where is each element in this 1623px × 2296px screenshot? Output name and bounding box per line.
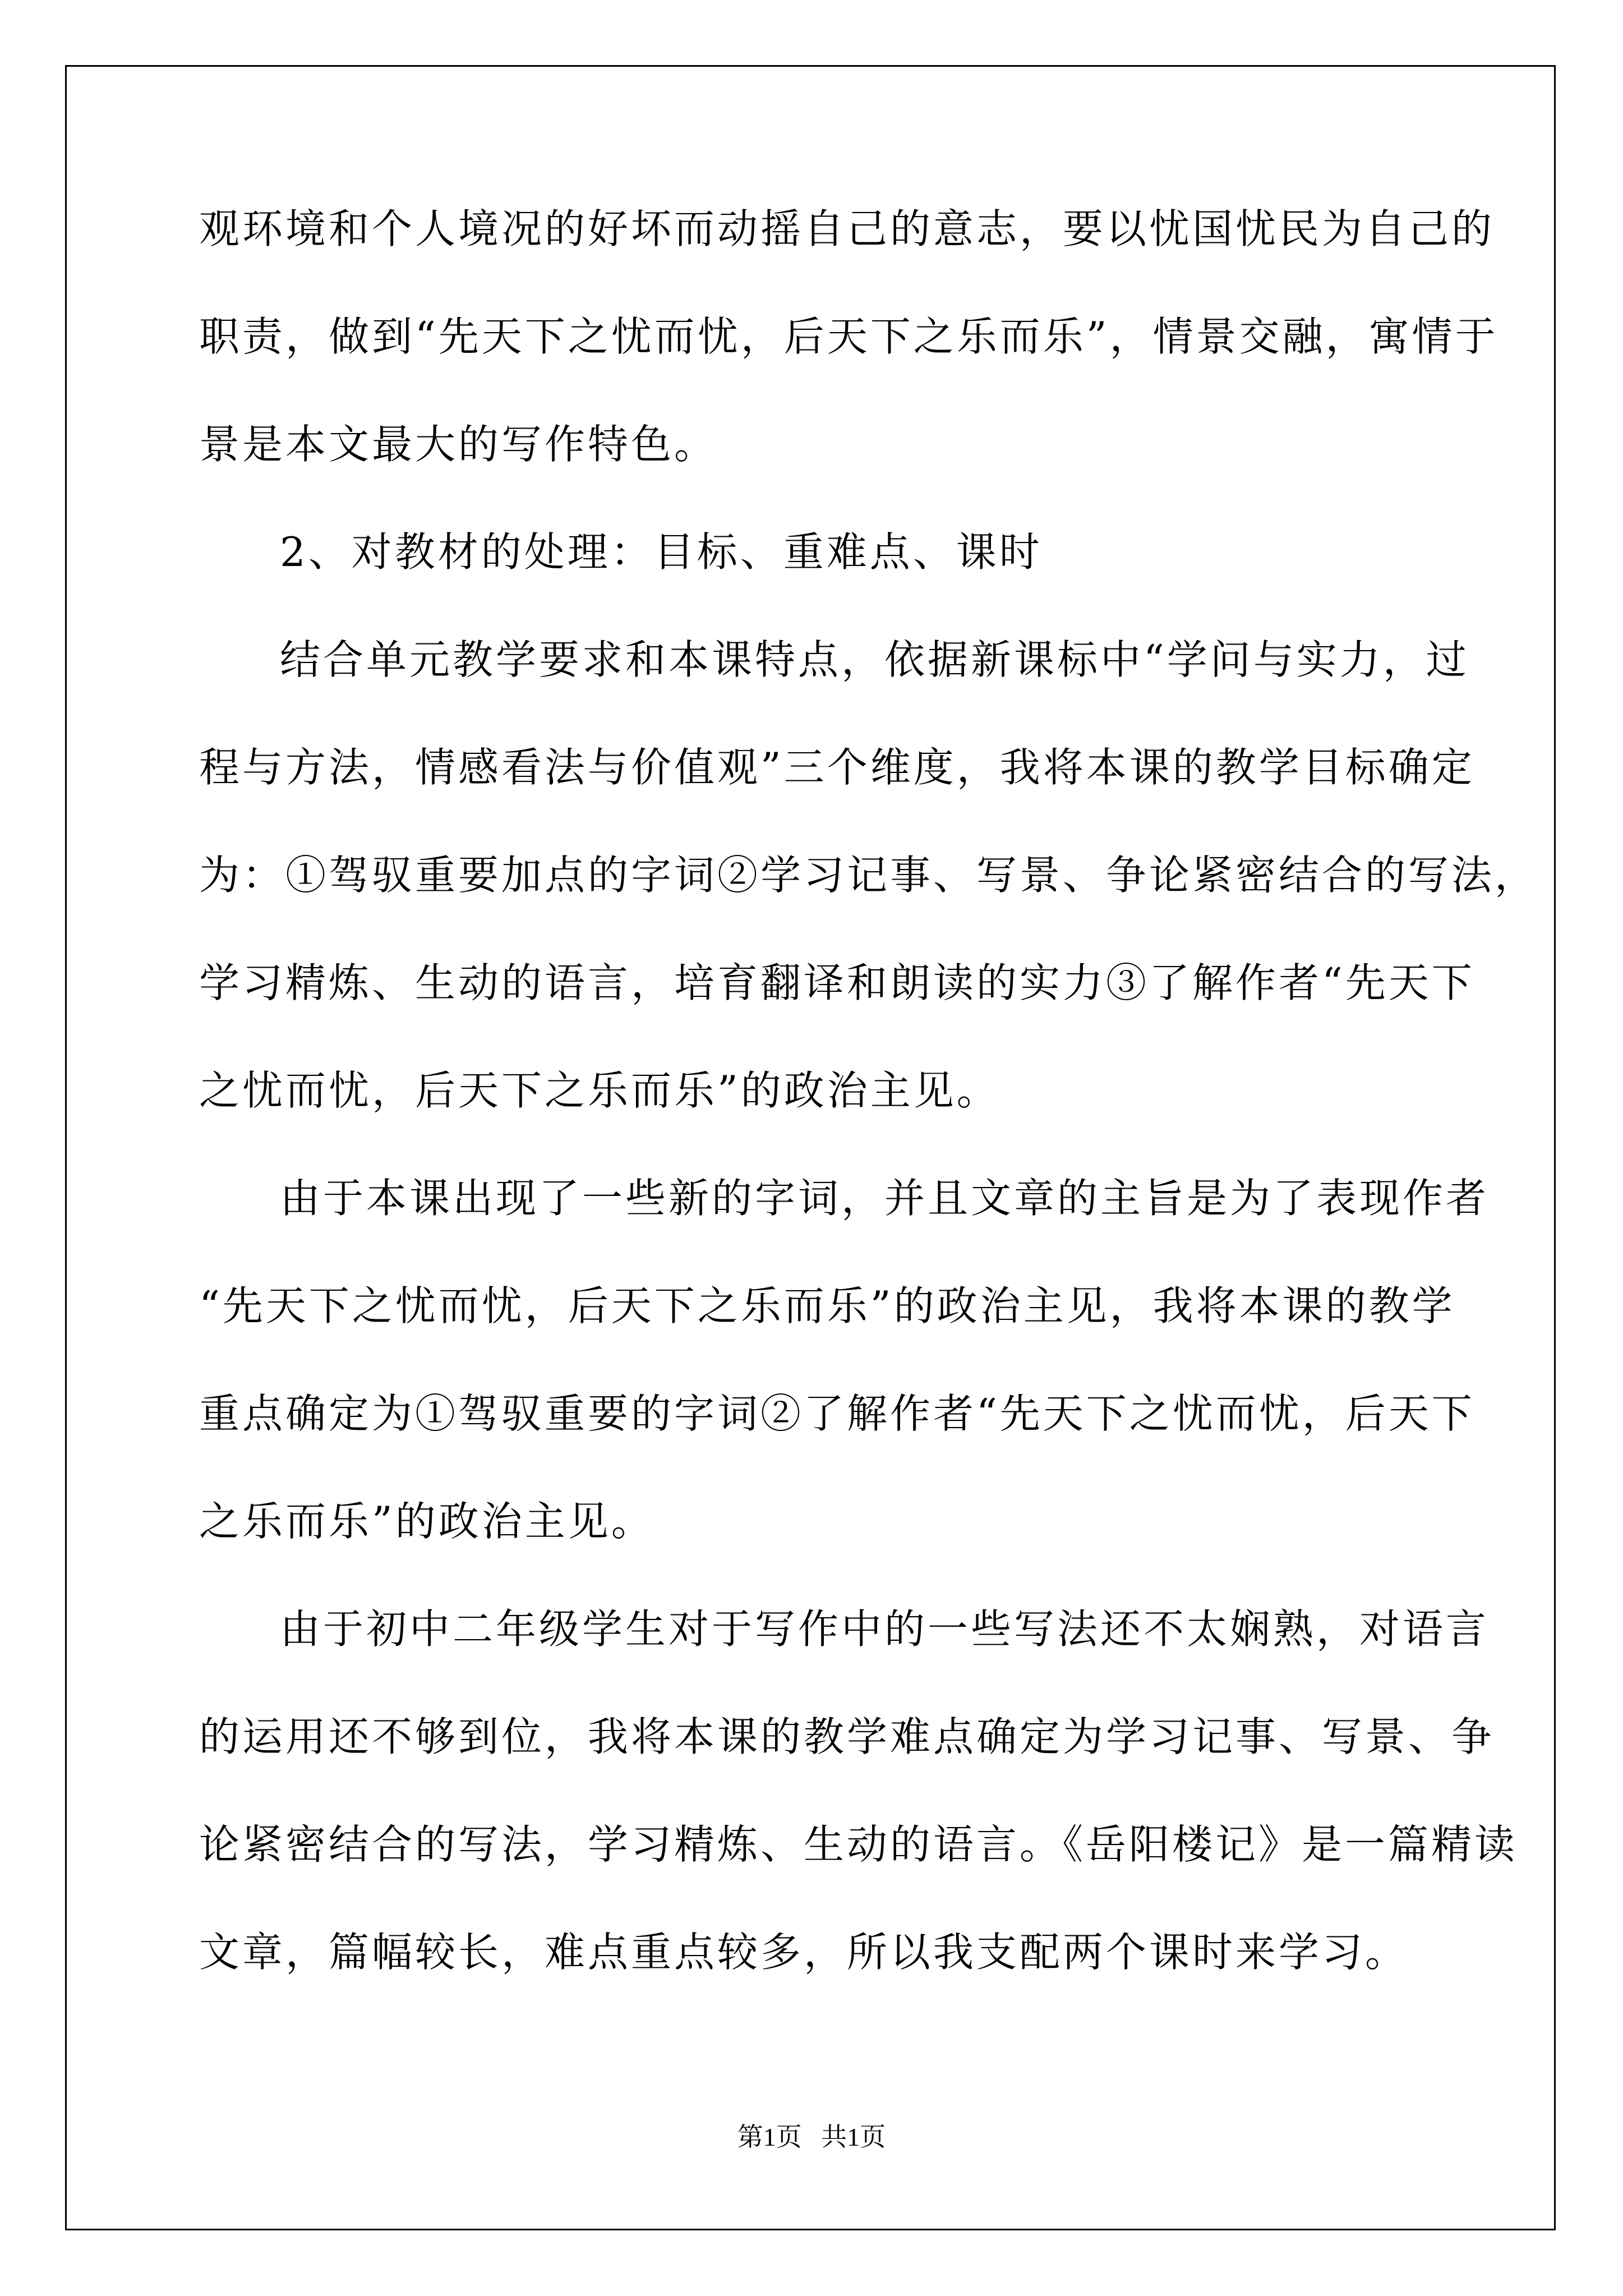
text-line-12: 重点确定为①驾驭重要的字词②了解作者“先天下之忧而忧，后天下 — [199, 1390, 1475, 1437]
text-line-2: 职责，做到“先天下之忧而忧，后天下之乐而乐”，情景交融，寓情于 — [199, 313, 1498, 360]
section-heading: 2、对教材的处理：目标、重难点、课时 — [280, 528, 1043, 576]
text-line-8: 学习精炼、生动的语言，培育翻译和朗读的实力③了解作者“先天下 — [199, 959, 1475, 1006]
text-line-11: “先天下之忧而忧，后天下之乐而乐”的政治主见，我将本课的教学 — [199, 1282, 1455, 1329]
text-line-17: 文章，篇幅较长，难点重点较多，所以我支配两个课时来学习。 — [199, 1929, 1409, 1976]
text-line-16: 论紧密结合的写法，学习精炼、生动的语言。《岳阳楼记》是一篇精读 — [199, 1821, 1518, 1868]
text-line-15: 的运用还不够到位，我将本课的教学难点确定为学习记事、写景、争 — [199, 1713, 1495, 1760]
document-body — [199, 202, 1538, 2033]
text-line-7: 为：①驾驭重要加点的字词②学习记事、写景、争论紧密结合的写法， — [199, 852, 1538, 899]
text-line-13: 之乐而乐”的政治主见。 — [199, 1498, 654, 1545]
text-line-6: 程与方法，情感看法与价值观”三个维度，我将本课的教学目标确定 — [199, 744, 1475, 791]
text-line-3: 景是本文最大的写作特色。 — [199, 421, 718, 468]
text-line-14: 由于初中二年级学生对于写作中的一些写法还不太娴熟，对语言 — [280, 1605, 1490, 1653]
text-line-1: 观环境和个人境况的好坏而动摇自己的意志，要以忧国忧民为自己的 — [199, 205, 1495, 252]
text-line-9: 之忧而忧，后天下之乐而乐”的政治主见。 — [199, 1067, 1000, 1114]
text-line-10: 由于本课出现了一些新的字词，并且文章的主旨是为了表现作者 — [280, 1175, 1490, 1222]
text-line-5: 结合单元教学要求和本课特点，依据新课标中“学问与实力，过 — [280, 636, 1469, 683]
page-footer: 第1页 共1页 — [737, 2123, 886, 2151]
